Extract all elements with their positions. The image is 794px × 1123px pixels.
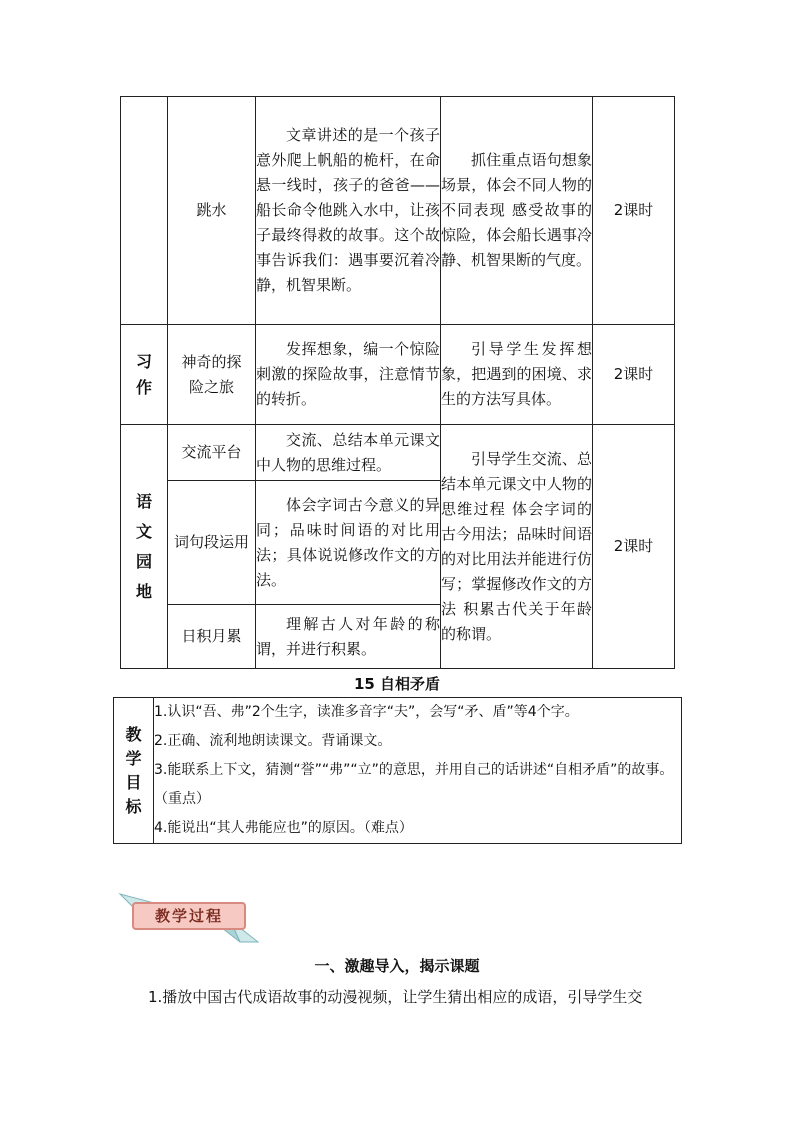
sub-content-cell: 体会字词古今意义的异同；品味时间语的对比用法；具体说说修改作文的方法。: [256, 481, 441, 605]
lesson-name-cell: [168, 325, 256, 425]
sub-name-cell: 词句段运用: [168, 481, 256, 605]
lesson-name: 神奇的探险之旅: [181, 352, 242, 396]
objective-item: 3.能联系上下文，猜测“誉”“弗”“立”的意思，并用自己的话讲述“自相矛盾”的故事。（重点）: [154, 762, 674, 807]
content-cell: 文章讲述的是一个孩子意外爬上帆船的桅杆，在命悬一线时，孩子的爸爸——船长命令他跳入水中，让孩子最终得救的故事。这个故事告诉我们：遇事要沉着冷静，机智果断。: [256, 97, 441, 325]
section-char: 地: [135, 581, 152, 601]
section-heading: 一、激趣导入，揭示课题: [314, 957, 480, 975]
time-cell: 2课时: [593, 97, 675, 325]
section-cell: [121, 325, 168, 425]
objective-item: 1.认识“吾、弗”2个生字，读准多音字“夫”，会写“矛、盾”等4个字。: [154, 704, 579, 720]
section-char: 作: [135, 377, 152, 397]
sub-name-cell: 交流平台: [168, 425, 256, 481]
heading-char: 目: [125, 772, 142, 792]
sub-content-cell: 理解古人对年龄的称谓，并进行积累。: [256, 605, 441, 669]
section-cell: [121, 97, 168, 325]
section-char: 语: [135, 491, 152, 511]
goal-cell: 引导学生发挥想象，把遇到的困境、求生的方法写具体。: [441, 325, 593, 425]
objective-item: 2.正确、流利地朗读课文。背诵课文。: [154, 733, 392, 749]
goal-cell: 抓住重点语句想象场景，体会不同人物的不同表现 感受故事的惊险，体会船长遇事冷静、机智果断的气度。: [441, 97, 593, 325]
table-row: [121, 97, 675, 325]
table-row: [121, 325, 675, 425]
objectives-heading: [114, 698, 154, 844]
heading-char: 教: [125, 724, 142, 744]
heading-char: 标: [125, 796, 142, 816]
teaching-process-badge: [118, 890, 264, 946]
body-paragraph: 1.播放中国古代成语故事的动漫视频，让学生猜出相应的成语，引导学生交: [148, 988, 643, 1006]
badge-label: 教学过程: [132, 902, 246, 930]
section-cell: [121, 425, 168, 669]
objective-item: 4.能说出“其人弗能应也”的原因。（难点）: [154, 820, 413, 836]
section-char: 园: [135, 551, 152, 571]
lesson-name-cell: 跳水: [168, 97, 256, 325]
teaching-objectives-table: [113, 697, 682, 844]
heading-char: 学: [125, 748, 142, 768]
goal-cell: 引导学生交流、总结本单元课文中人物的思维过程 体会字词的古今用法；品味时间语的对比用法并能进行仿写；掌握修改作文的方法 积累古代关于年龄的称谓。: [441, 425, 593, 669]
lesson-title: 15 自相矛盾: [353, 675, 441, 693]
unit-plan-table: [120, 96, 675, 669]
time-cell: 2课时: [593, 325, 675, 425]
content-cell: 发挥想象，编一个惊险刺激的探险故事，注意情节的转折。: [256, 325, 441, 425]
time-cell: 2课时: [593, 425, 675, 669]
table-row: [121, 425, 675, 481]
objectives-list: [154, 698, 682, 844]
section-char: 习: [135, 351, 152, 371]
sub-name-cell: 日积月累: [168, 605, 256, 669]
section-char: 文: [135, 521, 152, 541]
sub-content-cell: 交流、总结本单元课文中人物的思维过程。: [256, 425, 441, 481]
